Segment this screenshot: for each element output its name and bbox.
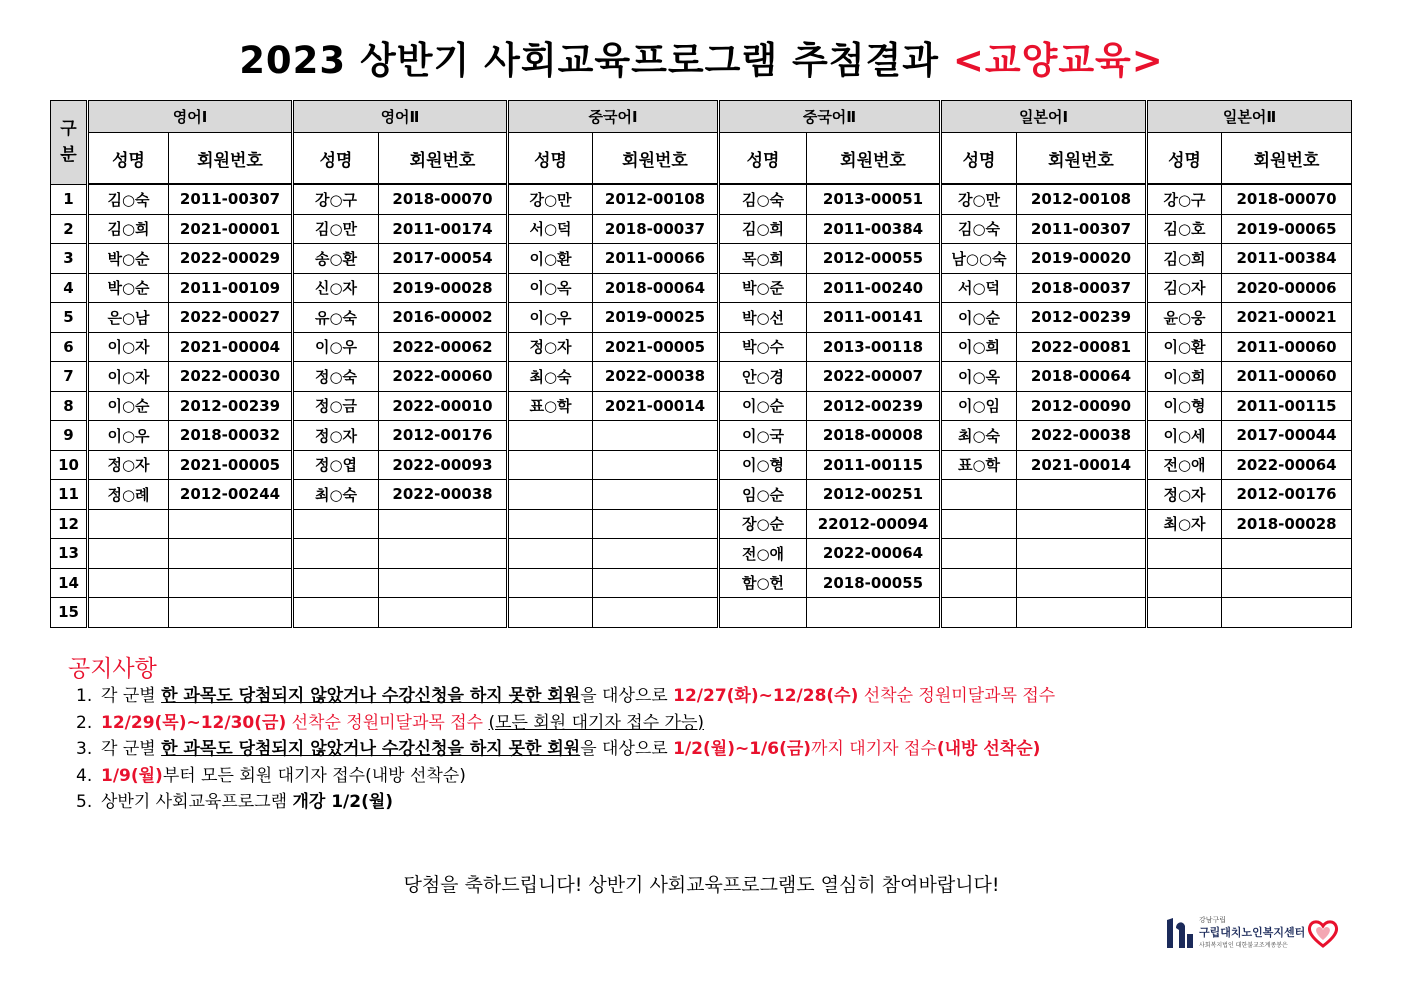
member-id-cell: 2012-00176 xyxy=(1222,480,1352,510)
member-id-cell: 2011-00109 xyxy=(169,273,293,303)
member-name-cell: 은○남 xyxy=(88,303,169,333)
member-id-cell: 2011-00060 xyxy=(1222,362,1352,392)
member-id-cell: 2012-00251 xyxy=(807,480,941,510)
row-number: 9 xyxy=(51,421,88,451)
member-id-column-header: 회원번호 xyxy=(1017,133,1147,185)
row-number: 8 xyxy=(51,391,88,421)
row-number: 12 xyxy=(51,509,88,539)
member-name-cell: 서○덕 xyxy=(508,214,593,244)
row-number: 14 xyxy=(51,568,88,598)
member-id-cell: 2011-00174 xyxy=(379,214,508,244)
notice-number: 5. xyxy=(76,792,93,812)
member-id-cell: 2022-00029 xyxy=(169,244,293,274)
member-id-cell xyxy=(1017,480,1147,510)
member-id-cell xyxy=(1017,539,1147,569)
member-id-cell: 2012-00055 xyxy=(807,244,941,274)
member-id-cell xyxy=(593,480,719,510)
row-number: 1 xyxy=(51,184,88,214)
member-id-column-header: 회원번호 xyxy=(593,133,719,185)
member-id-cell xyxy=(169,509,293,539)
member-name-cell xyxy=(941,480,1017,510)
member-id-cell: 2017-00044 xyxy=(1222,421,1352,451)
member-id-cell: 2011-00307 xyxy=(169,184,293,214)
member-id-cell xyxy=(169,539,293,569)
notice-text: 12/29(목)~12/30(금) xyxy=(101,712,287,733)
member-id-cell xyxy=(1222,568,1352,598)
notice-text: 부터 모든 회원 대기자 접수(내방 선착순) xyxy=(162,765,466,786)
notice-text: 1/2(월)~1/6(금) xyxy=(673,739,812,759)
member-id-cell: 2021-00005 xyxy=(593,332,719,362)
member-id-cell: 2018-00055 xyxy=(807,568,941,598)
notice-text: 을 대상으로 xyxy=(580,686,674,706)
notice-text: 까지 대기자 접수 xyxy=(811,739,937,759)
member-name-cell: 전○애 xyxy=(719,539,807,569)
member-name-cell xyxy=(508,421,593,451)
notice-text: (모든 회원 대기자 접수 가능) xyxy=(488,712,705,733)
member-name-cell: 윤○웅 xyxy=(1147,303,1222,333)
notice-text: 12/27(화)~12/28(수) xyxy=(673,686,859,706)
member-name-cell: 이○환 xyxy=(508,244,593,274)
logo-name: 구립대치노인복지센터 xyxy=(1199,926,1306,939)
member-id-cell: 2018-00070 xyxy=(1222,184,1352,214)
notice-text: 각 군별 xyxy=(101,739,162,759)
member-name-cell: 김○희 xyxy=(1147,244,1222,274)
member-name-cell: 전○애 xyxy=(1147,450,1222,480)
member-name-cell: 이○우 xyxy=(88,421,169,451)
notice-item xyxy=(76,683,1055,710)
member-name-cell: 이○자 xyxy=(88,362,169,392)
member-id-cell: 2017-00054 xyxy=(379,244,508,274)
notice-list xyxy=(76,683,1055,816)
member-name-cell: 안○경 xyxy=(719,362,807,392)
member-id-cell: 2022-00027 xyxy=(169,303,293,333)
member-id-cell: 2021-00001 xyxy=(169,214,293,244)
notice-text: 선착순 정원미달과목 접수 xyxy=(286,712,489,733)
member-id-cell: 2021-00014 xyxy=(1017,450,1147,480)
member-id-cell xyxy=(1222,598,1352,628)
member-name-cell xyxy=(293,539,379,569)
gubun-char: 분 xyxy=(60,145,77,166)
notice-text: 한 과목도 당첨되지 않았거나 수강신청을 하지 못한 회원 xyxy=(161,739,581,759)
row-number: 4 xyxy=(51,273,88,303)
member-id-column-header: 회원번호 xyxy=(379,133,508,185)
member-name-cell xyxy=(293,598,379,628)
table-row xyxy=(51,450,1352,480)
notice-text: (내방 선착순) xyxy=(936,739,1041,759)
logo-top-text: 강남구립 xyxy=(1199,916,1227,924)
member-name-cell: 표○학 xyxy=(941,450,1017,480)
member-id-cell: 2022-00060 xyxy=(379,362,508,392)
group-header: 영어Ⅱ xyxy=(293,101,508,133)
member-name-cell: 이○희 xyxy=(1147,362,1222,392)
name-column-header: 성명 xyxy=(293,133,379,185)
member-id-cell: 2021-00021 xyxy=(1222,303,1352,333)
member-name-cell xyxy=(1147,568,1222,598)
row-number: 2 xyxy=(51,214,88,244)
gubun-char: 구 xyxy=(60,119,77,140)
member-name-cell xyxy=(719,598,807,628)
member-name-cell: 정○엽 xyxy=(293,450,379,480)
notice-text: 상반기 사회교육프로그램 xyxy=(101,792,293,812)
title-main: 2023 상반기 사회교육프로그램 추첨결과 xyxy=(239,39,953,82)
notice-number: 2. xyxy=(76,712,93,733)
member-name-cell: 남○○숙 xyxy=(941,244,1017,274)
member-name-cell: 이○형 xyxy=(719,450,807,480)
name-column-header: 성명 xyxy=(88,133,169,185)
member-name-cell: 목○희 xyxy=(719,244,807,274)
member-id-cell xyxy=(379,568,508,598)
member-name-cell: 최○숙 xyxy=(941,421,1017,451)
name-column-header: 성명 xyxy=(941,133,1017,185)
table-row xyxy=(51,362,1352,392)
member-name-cell: 이○환 xyxy=(1147,332,1222,362)
member-name-cell: 이○희 xyxy=(941,332,1017,362)
member-name-cell xyxy=(508,539,593,569)
table-row xyxy=(51,214,1352,244)
member-name-cell: 신○자 xyxy=(293,273,379,303)
member-name-cell xyxy=(508,568,593,598)
member-name-cell: 정○자 xyxy=(88,450,169,480)
notice-text: 한 과목도 당첨되지 않았거나 수강신청을 하지 못한 회원 xyxy=(161,686,581,706)
table-row xyxy=(51,480,1352,510)
member-id-cell: 2022-00081 xyxy=(1017,332,1147,362)
group-header-row xyxy=(51,101,1352,133)
member-id-cell xyxy=(169,598,293,628)
table-row xyxy=(51,273,1352,303)
gubun-header xyxy=(51,101,88,185)
notice-number: 4. xyxy=(76,765,93,786)
member-name-cell: 강○구 xyxy=(1147,184,1222,214)
member-name-cell xyxy=(941,568,1017,598)
member-name-cell: 정○자 xyxy=(508,332,593,362)
member-id-cell: 2022-00010 xyxy=(379,391,508,421)
member-name-cell: 송○환 xyxy=(293,244,379,274)
column-header-row xyxy=(51,133,1352,185)
member-id-cell: 2011-00307 xyxy=(1017,214,1147,244)
member-name-cell: 함○헌 xyxy=(719,568,807,598)
member-id-cell xyxy=(593,509,719,539)
member-name-cell xyxy=(293,509,379,539)
member-id-cell: 2012-00239 xyxy=(1017,303,1147,333)
member-name-cell: 이○임 xyxy=(941,391,1017,421)
member-name-cell: 최○자 xyxy=(1147,509,1222,539)
member-id-cell: 2011-00115 xyxy=(807,450,941,480)
table-row xyxy=(51,244,1352,274)
notice-text: 을 대상으로 xyxy=(580,739,674,759)
member-id-cell: 2022-00038 xyxy=(593,362,719,392)
member-id-cell: 2022-00030 xyxy=(169,362,293,392)
member-name-cell: 박○선 xyxy=(719,303,807,333)
member-id-cell: 2012-00239 xyxy=(169,391,293,421)
member-name-cell: 정○자 xyxy=(1147,480,1222,510)
member-name-cell xyxy=(941,509,1017,539)
member-id-cell: 2021-00005 xyxy=(169,450,293,480)
table-row xyxy=(51,568,1352,598)
row-number: 3 xyxy=(51,244,88,274)
group-header: 중국어Ⅰ xyxy=(508,101,719,133)
member-name-cell: 임○순 xyxy=(719,480,807,510)
member-name-cell: 서○덕 xyxy=(941,273,1017,303)
center-emblem-icon xyxy=(1163,914,1197,952)
member-name-cell xyxy=(88,509,169,539)
name-column-header: 성명 xyxy=(508,133,593,185)
notice-title: 공지사항 xyxy=(68,656,157,682)
member-name-cell: 이○국 xyxy=(719,421,807,451)
member-name-cell xyxy=(88,598,169,628)
roster-body xyxy=(51,184,1352,627)
member-id-cell: 2022-00062 xyxy=(379,332,508,362)
member-id-cell: 2012-00244 xyxy=(169,480,293,510)
member-name-cell: 이○우 xyxy=(508,303,593,333)
member-name-cell: 박○순 xyxy=(88,244,169,274)
member-name-cell: 장○순 xyxy=(719,509,807,539)
table-row xyxy=(51,303,1352,333)
member-id-cell xyxy=(593,598,719,628)
notice-item xyxy=(76,710,1055,737)
member-id-cell xyxy=(1222,539,1352,569)
member-id-cell xyxy=(593,568,719,598)
member-name-cell: 박○수 xyxy=(719,332,807,362)
lottery-results-table xyxy=(50,100,1352,628)
group-header: 일본어Ⅱ xyxy=(1147,101,1352,133)
row-number: 5 xyxy=(51,303,88,333)
member-name-cell: 이○자 xyxy=(88,332,169,362)
member-name-cell: 강○만 xyxy=(508,184,593,214)
member-id-cell: 2011-00115 xyxy=(1222,391,1352,421)
member-id-cell xyxy=(379,539,508,569)
member-name-cell xyxy=(88,568,169,598)
member-id-cell xyxy=(379,598,508,628)
table-row xyxy=(51,332,1352,362)
member-id-cell: 2012-00090 xyxy=(1017,391,1147,421)
member-id-cell: 2022-00038 xyxy=(379,480,508,510)
group-header: 일본어Ⅰ xyxy=(941,101,1147,133)
heart-icon xyxy=(1307,918,1339,948)
row-number: 10 xyxy=(51,450,88,480)
member-id-cell: 2021-00014 xyxy=(593,391,719,421)
name-column-header: 성명 xyxy=(719,133,807,185)
member-name-cell xyxy=(508,450,593,480)
member-id-cell: 2011-00384 xyxy=(807,214,941,244)
member-id-cell: 2022-00007 xyxy=(807,362,941,392)
member-name-cell: 최○숙 xyxy=(508,362,593,392)
member-id-cell: 2012-00108 xyxy=(593,184,719,214)
member-id-cell xyxy=(593,421,719,451)
member-name-cell xyxy=(508,598,593,628)
member-name-cell: 최○숙 xyxy=(293,480,379,510)
notice-item xyxy=(76,763,1055,790)
row-number: 13 xyxy=(51,539,88,569)
member-id-cell: 2018-00028 xyxy=(1222,509,1352,539)
member-id-cell: 2022-00064 xyxy=(807,539,941,569)
member-id-cell xyxy=(169,568,293,598)
member-name-cell: 김○자 xyxy=(1147,273,1222,303)
member-name-cell: 이○옥 xyxy=(508,273,593,303)
member-name-cell xyxy=(508,480,593,510)
member-name-cell: 김○숙 xyxy=(719,184,807,214)
row-number: 6 xyxy=(51,332,88,362)
member-name-cell xyxy=(1147,598,1222,628)
member-id-column-header: 회원번호 xyxy=(807,133,941,185)
member-name-cell xyxy=(941,539,1017,569)
member-id-cell: 2013-00118 xyxy=(807,332,941,362)
row-number: 15 xyxy=(51,598,88,628)
table-row xyxy=(51,598,1352,628)
member-name-cell xyxy=(1147,539,1222,569)
member-id-cell: 2018-00008 xyxy=(807,421,941,451)
member-name-cell: 김○숙 xyxy=(941,214,1017,244)
row-number: 7 xyxy=(51,362,88,392)
member-id-cell: 2021-00004 xyxy=(169,332,293,362)
member-name-cell xyxy=(508,509,593,539)
member-id-column-header: 회원번호 xyxy=(169,133,293,185)
page-title xyxy=(0,30,1403,84)
member-name-cell: 이○옥 xyxy=(941,362,1017,392)
name-column-header: 성명 xyxy=(1147,133,1222,185)
table-row xyxy=(51,391,1352,421)
member-name-cell: 정○자 xyxy=(293,421,379,451)
member-name-cell: 표○학 xyxy=(508,391,593,421)
notice-item xyxy=(76,736,1055,763)
member-id-cell xyxy=(593,539,719,569)
member-name-cell: 박○준 xyxy=(719,273,807,303)
notice-item xyxy=(76,789,1055,816)
table-row xyxy=(51,184,1352,214)
notice-number: 1. xyxy=(76,686,93,706)
member-name-cell: 강○구 xyxy=(293,184,379,214)
member-id-cell: 2012-00239 xyxy=(807,391,941,421)
member-id-cell: 2019-00065 xyxy=(1222,214,1352,244)
member-id-cell: 2018-00070 xyxy=(379,184,508,214)
member-id-cell: 2019-00025 xyxy=(593,303,719,333)
closing-message: 당첨을 축하드립니다! 상반기 사회교육프로그램도 열심히 참여바랍니다! xyxy=(403,874,1000,896)
member-id-cell: 2012-00176 xyxy=(379,421,508,451)
member-id-cell: 2011-00060 xyxy=(1222,332,1352,362)
member-id-cell xyxy=(593,450,719,480)
member-id-cell xyxy=(807,598,941,628)
member-id-cell: 2019-00020 xyxy=(1017,244,1147,274)
member-name-cell: 정○례 xyxy=(88,480,169,510)
title-accent: <교양교육> xyxy=(952,39,1164,82)
member-id-cell: 2018-00032 xyxy=(169,421,293,451)
notice-text: 1/9(월) xyxy=(101,765,163,786)
member-id-cell: 2011-00240 xyxy=(807,273,941,303)
row-number: 11 xyxy=(51,480,88,510)
member-id-cell xyxy=(1017,509,1147,539)
member-name-cell: 이○세 xyxy=(1147,421,1222,451)
group-header: 중국어Ⅱ xyxy=(719,101,941,133)
member-name-cell: 이○순 xyxy=(88,391,169,421)
member-id-cell xyxy=(1017,568,1147,598)
table-row xyxy=(51,539,1352,569)
member-id-cell: 2022-00038 xyxy=(1017,421,1147,451)
member-id-cell: 2020-00006 xyxy=(1222,273,1352,303)
member-id-cell: 2013-00051 xyxy=(807,184,941,214)
member-name-cell: 이○우 xyxy=(293,332,379,362)
member-id-cell: 2011-00141 xyxy=(807,303,941,333)
notice-text: 선착순 정원미달과목 접수 xyxy=(858,686,1056,706)
center-logo xyxy=(1163,912,1341,954)
member-name-cell: 김○호 xyxy=(1147,214,1222,244)
member-id-cell: 2022-00064 xyxy=(1222,450,1352,480)
group-header: 영어Ⅰ xyxy=(88,101,293,133)
member-name-cell: 이○순 xyxy=(719,391,807,421)
member-id-cell: 2018-00037 xyxy=(1017,273,1147,303)
table-row xyxy=(51,421,1352,451)
logo-sub-text: 사회복지법인 대한불교조계종봉은 xyxy=(1199,942,1288,949)
member-name-cell xyxy=(941,598,1017,628)
member-name-cell: 이○순 xyxy=(941,303,1017,333)
notice-text: 개강 1/2(월) xyxy=(292,792,394,812)
member-id-cell: 2019-00028 xyxy=(379,273,508,303)
member-id-cell: 2018-00037 xyxy=(593,214,719,244)
member-id-cell xyxy=(1017,598,1147,628)
member-id-column-header: 회원번호 xyxy=(1222,133,1352,185)
member-id-cell: 2018-00064 xyxy=(593,273,719,303)
member-id-cell: 2016-00002 xyxy=(379,303,508,333)
member-name-cell: 김○만 xyxy=(293,214,379,244)
notice-text: 각 군별 xyxy=(101,686,162,706)
member-name-cell xyxy=(293,568,379,598)
member-name-cell: 유○숙 xyxy=(293,303,379,333)
member-id-cell: 2018-00064 xyxy=(1017,362,1147,392)
member-name-cell: 정○숙 xyxy=(293,362,379,392)
member-name-cell: 박○순 xyxy=(88,273,169,303)
member-name-cell xyxy=(88,539,169,569)
member-id-cell: 22012-00094 xyxy=(807,509,941,539)
member-name-cell: 정○금 xyxy=(293,391,379,421)
table-row xyxy=(51,509,1352,539)
member-id-cell xyxy=(379,509,508,539)
member-name-cell: 이○형 xyxy=(1147,391,1222,421)
member-id-cell: 2012-00108 xyxy=(1017,184,1147,214)
member-name-cell: 김○희 xyxy=(719,214,807,244)
member-name-cell: 강○만 xyxy=(941,184,1017,214)
member-name-cell: 김○희 xyxy=(88,214,169,244)
notice-number: 3. xyxy=(76,739,93,759)
member-id-cell: 2022-00093 xyxy=(379,450,508,480)
member-name-cell: 김○숙 xyxy=(88,184,169,214)
member-id-cell: 2011-00066 xyxy=(593,244,719,274)
member-id-cell: 2011-00384 xyxy=(1222,244,1352,274)
